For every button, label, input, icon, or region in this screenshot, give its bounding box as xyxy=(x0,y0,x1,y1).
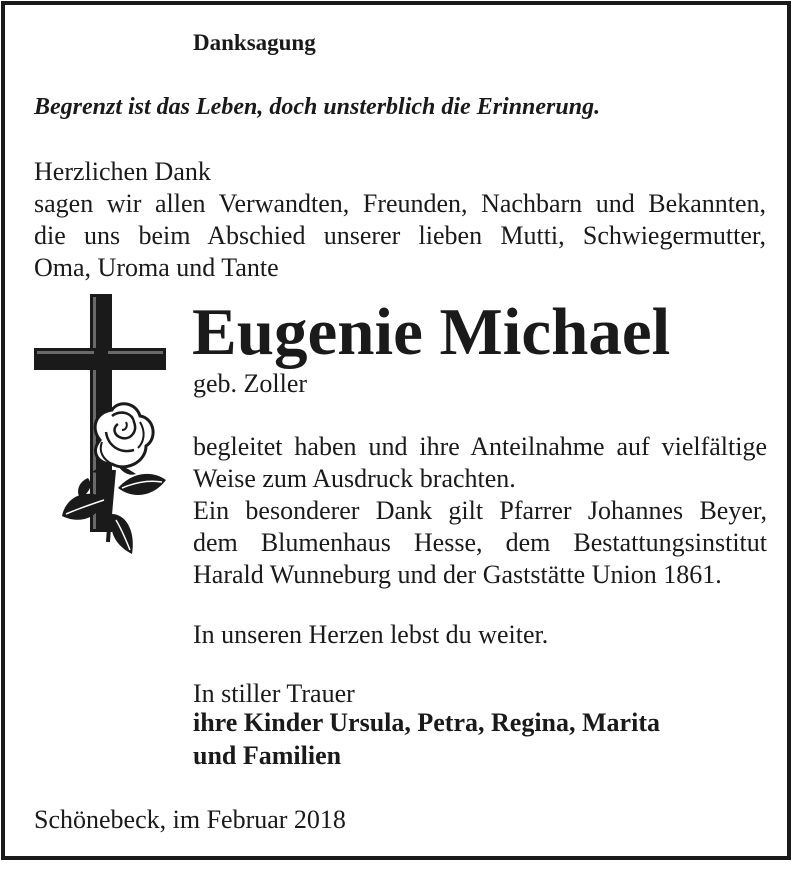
thanks-line: Herzlichen Dank xyxy=(34,157,211,186)
thanks-paragraph xyxy=(34,156,766,284)
cross-with-rose-illustration xyxy=(28,292,180,564)
acknowledgement-line: Harald Wunneburg und der Gaststätte Union 1861. xyxy=(193,560,722,589)
families-line: und Familien xyxy=(193,741,342,770)
notice-heading: Danksagung xyxy=(193,30,316,55)
thanks-line: sagen wir allen Verwandten, Freunden, Nachbarn und Bekannten, xyxy=(34,189,766,218)
acknowledgement-line: begleitet haben und ihre Anteilnahme auf vielfältige xyxy=(193,432,767,461)
place-date: Schönebeck, im Februar 2018 xyxy=(34,805,346,834)
closing-line: In unseren Herzen lebst du weiter. xyxy=(193,620,549,649)
children-line: ihre Kinder Ursula, Petra, Regina, Marita xyxy=(193,708,660,737)
rose-icon xyxy=(62,404,166,554)
notice-motto: Begrenzt ist das Leben, doch unsterblich die Erinnerung. xyxy=(34,94,601,120)
thanks-line: Oma, Uroma und Tante xyxy=(34,253,279,282)
maiden-name: geb. Zoller xyxy=(193,369,308,398)
grief-line: In stiller Trauer xyxy=(193,679,355,708)
deceased-name: Eugenie Michael xyxy=(192,295,671,369)
acknowledgement-line: Ein besonderer Dank gilt Pfarrer Johannes Beyer, xyxy=(193,496,767,525)
acknowledgement-paragraph xyxy=(193,431,767,591)
acknowledgement-line: Weise zum Ausdruck brachten. xyxy=(193,464,516,493)
thanks-line: die uns beim Abschied unserer lieben Mutti, Schwiegermutter, xyxy=(34,221,766,250)
acknowledgement-line: dem Blumenhaus Hesse, dem Bestattungsinstitut xyxy=(193,528,767,557)
